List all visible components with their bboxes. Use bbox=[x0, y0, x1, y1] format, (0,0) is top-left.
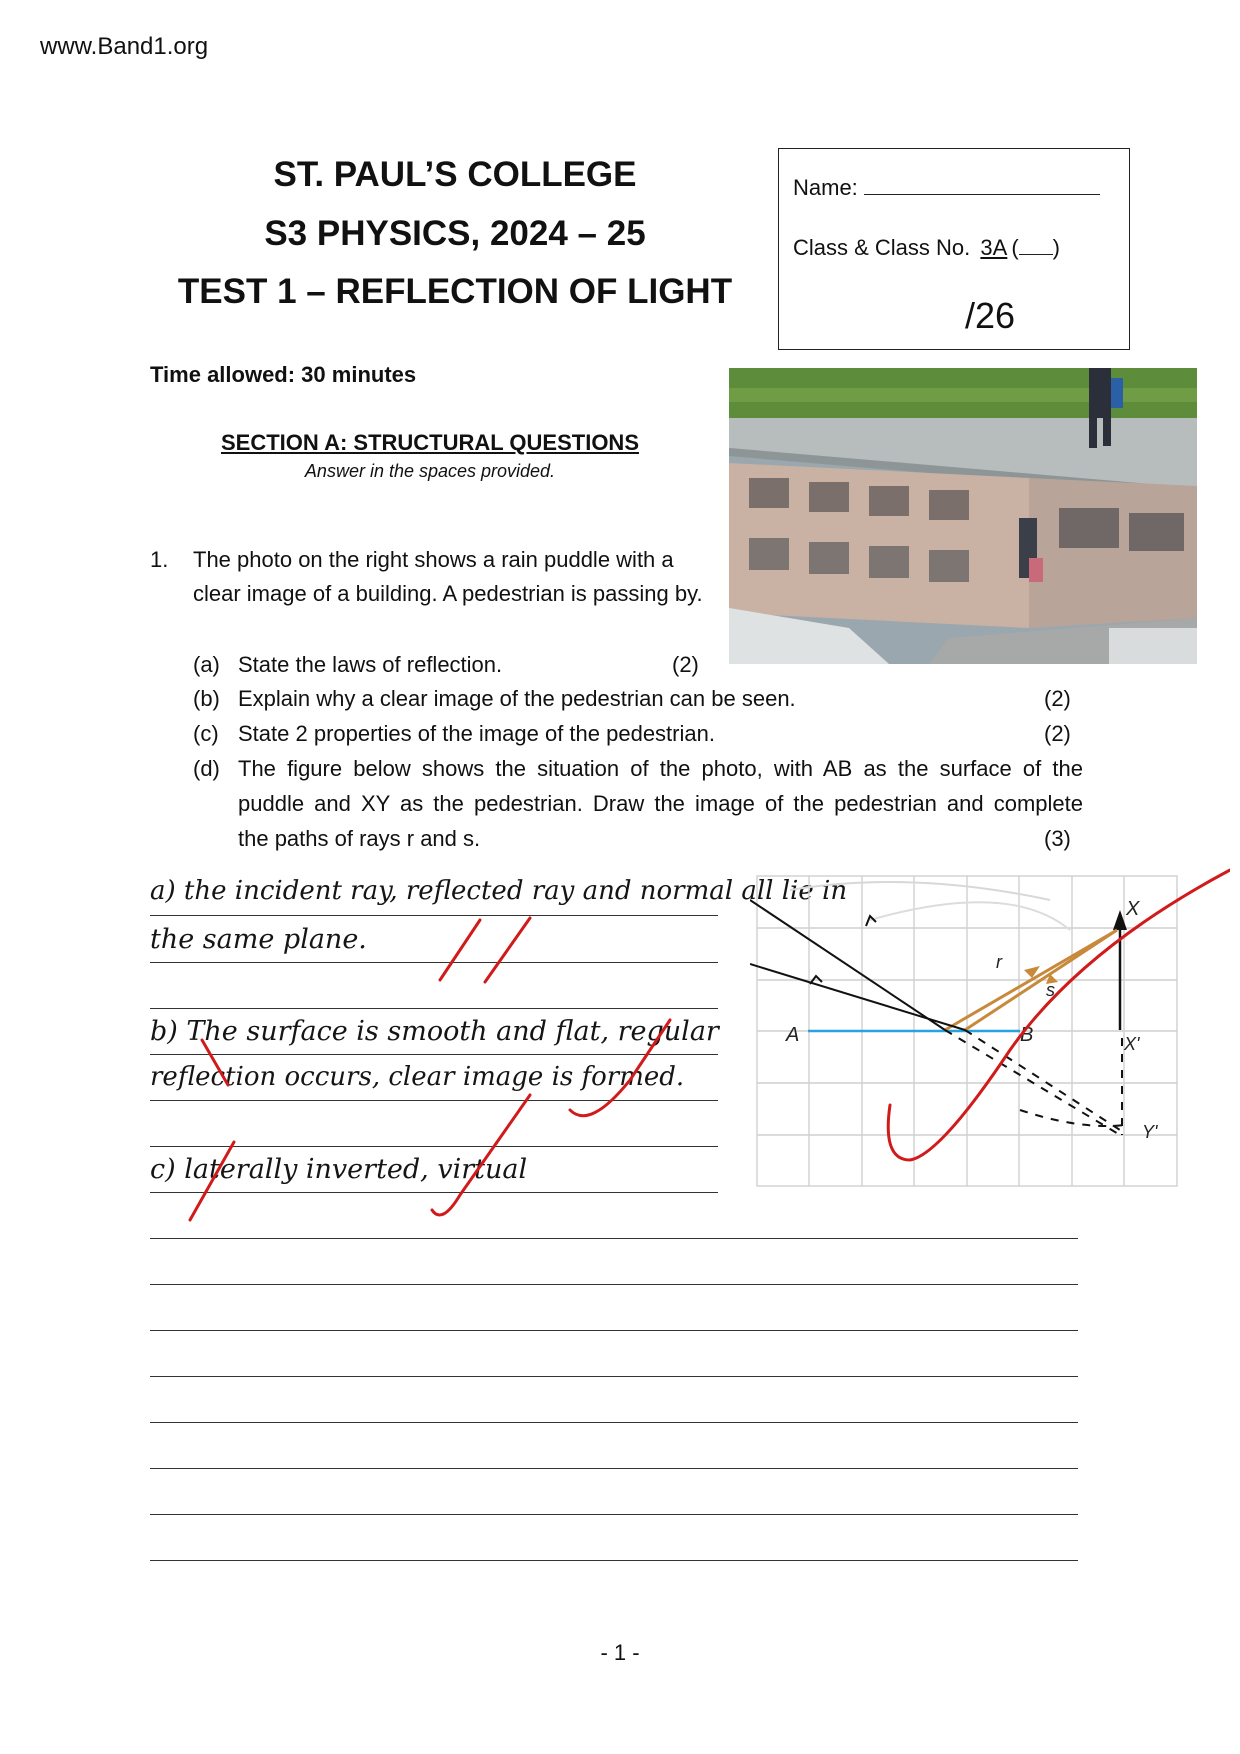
test-title: TEST 1 – REFLECTION OF LIGHT bbox=[177, 272, 733, 311]
marker-annotations bbox=[150, 880, 730, 1240]
handwritten-answer-a-line2: the same plane. bbox=[150, 924, 367, 955]
answer-line[interactable] bbox=[150, 1422, 1078, 1423]
tick-mark bbox=[440, 920, 480, 980]
handwritten-answer-b-line2: reflection occurs, clear image is formed. bbox=[150, 1062, 685, 1092]
puddle-photo-drawing bbox=[729, 368, 1197, 664]
label-x-image: X' bbox=[1124, 1034, 1140, 1054]
part-b-label: (b) bbox=[193, 686, 220, 711]
cross-mark bbox=[202, 1040, 228, 1085]
handwritten-answer-a-line1: a) the incident ray, reflected ray and normal all lie in bbox=[150, 876, 848, 906]
part-d-line1: The figure below shows the situation of the photo, with AB as the surface of the bbox=[238, 756, 1083, 781]
tick-mark bbox=[485, 918, 530, 982]
label-x: X bbox=[1126, 898, 1140, 920]
diagram-tick-mark bbox=[888, 870, 1230, 1160]
class-label: Class & Class No. bbox=[793, 235, 971, 260]
label-r: r bbox=[996, 952, 1002, 972]
site-url[interactable]: www.Band1.org bbox=[40, 33, 209, 60]
name-blank[interactable] bbox=[864, 194, 1100, 195]
part-c-label: (c) bbox=[193, 721, 219, 746]
part-d-marks: (3) bbox=[1044, 826, 1071, 851]
answer-line[interactable] bbox=[150, 1514, 1078, 1515]
part-c-text: State 2 properties of the image of the pedestrian. bbox=[238, 721, 715, 746]
reflection-diagram bbox=[750, 860, 1230, 1200]
label-s: s bbox=[1046, 980, 1055, 1000]
label-y-image: Y' bbox=[1142, 1122, 1158, 1142]
cross-mark bbox=[190, 1142, 234, 1220]
name-label: Name: bbox=[793, 175, 858, 200]
college-title: ST. PAUL’S COLLEGE bbox=[273, 155, 637, 194]
answer-line[interactable] bbox=[150, 1284, 1078, 1285]
handwritten-answer-c-line1: c) laterally inverted, virtual bbox=[150, 1154, 528, 1185]
handwritten-answer-b-line1: b) The surface is smooth and flat, regular bbox=[150, 1016, 719, 1047]
class-no-close: ) bbox=[1052, 235, 1060, 260]
class-value: 3A bbox=[980, 235, 1008, 260]
reflected-rays bbox=[750, 900, 965, 1030]
label-a: A bbox=[786, 1024, 800, 1046]
class-no-open: ( bbox=[1011, 235, 1019, 260]
course-title: S3 PHYSICS, 2024 – 25 bbox=[264, 214, 646, 253]
part-a-label: (a) bbox=[193, 652, 220, 677]
puddle-photo bbox=[729, 368, 1197, 664]
tick-mark bbox=[432, 1095, 530, 1215]
answer-line[interactable] bbox=[150, 1330, 1078, 1331]
answer-line[interactable] bbox=[150, 1560, 1078, 1561]
name-row bbox=[793, 175, 1100, 201]
label-b: B bbox=[1020, 1024, 1034, 1046]
answer-line[interactable] bbox=[150, 1468, 1078, 1469]
part-d-line3: the paths of rays r and s. bbox=[238, 826, 481, 851]
answer-line[interactable] bbox=[150, 1376, 1078, 1377]
part-b-marks: (2) bbox=[1044, 686, 1071, 711]
question-number: 1. bbox=[150, 547, 169, 572]
part-c-marks: (2) bbox=[1044, 721, 1071, 746]
part-a-text: State the laws of reflection. bbox=[238, 652, 503, 677]
total-score: /26 bbox=[965, 295, 1016, 336]
object-arrowhead bbox=[1113, 910, 1127, 930]
time-allowed: Time allowed: 30 minutes bbox=[150, 362, 417, 387]
section-title: SECTION A: STRUCTURAL QUESTIONS bbox=[220, 430, 639, 455]
section-subtitle: Answer in the spaces provided. bbox=[304, 461, 556, 481]
question-text-line2: clear image of a building. A pedestrian is passing by. bbox=[193, 581, 703, 606]
part-d-line2: puddle and XY as the pedestrian. Draw the image of the pedestrian and complete bbox=[238, 791, 1083, 816]
class-row bbox=[793, 235, 1060, 261]
tick-mark bbox=[570, 1020, 670, 1116]
student-info-box bbox=[778, 148, 1130, 350]
part-a-marks: (2) bbox=[672, 652, 699, 677]
question-text-line1: The photo on the right shows a rain puddle with a bbox=[193, 547, 674, 572]
part-d-label: (d) bbox=[193, 756, 220, 781]
class-no-blank[interactable] bbox=[1019, 254, 1053, 255]
page-number: - 1 - bbox=[600, 1640, 640, 1665]
part-b-text: Explain why a clear image of the pedestrian can be seen. bbox=[238, 686, 796, 711]
